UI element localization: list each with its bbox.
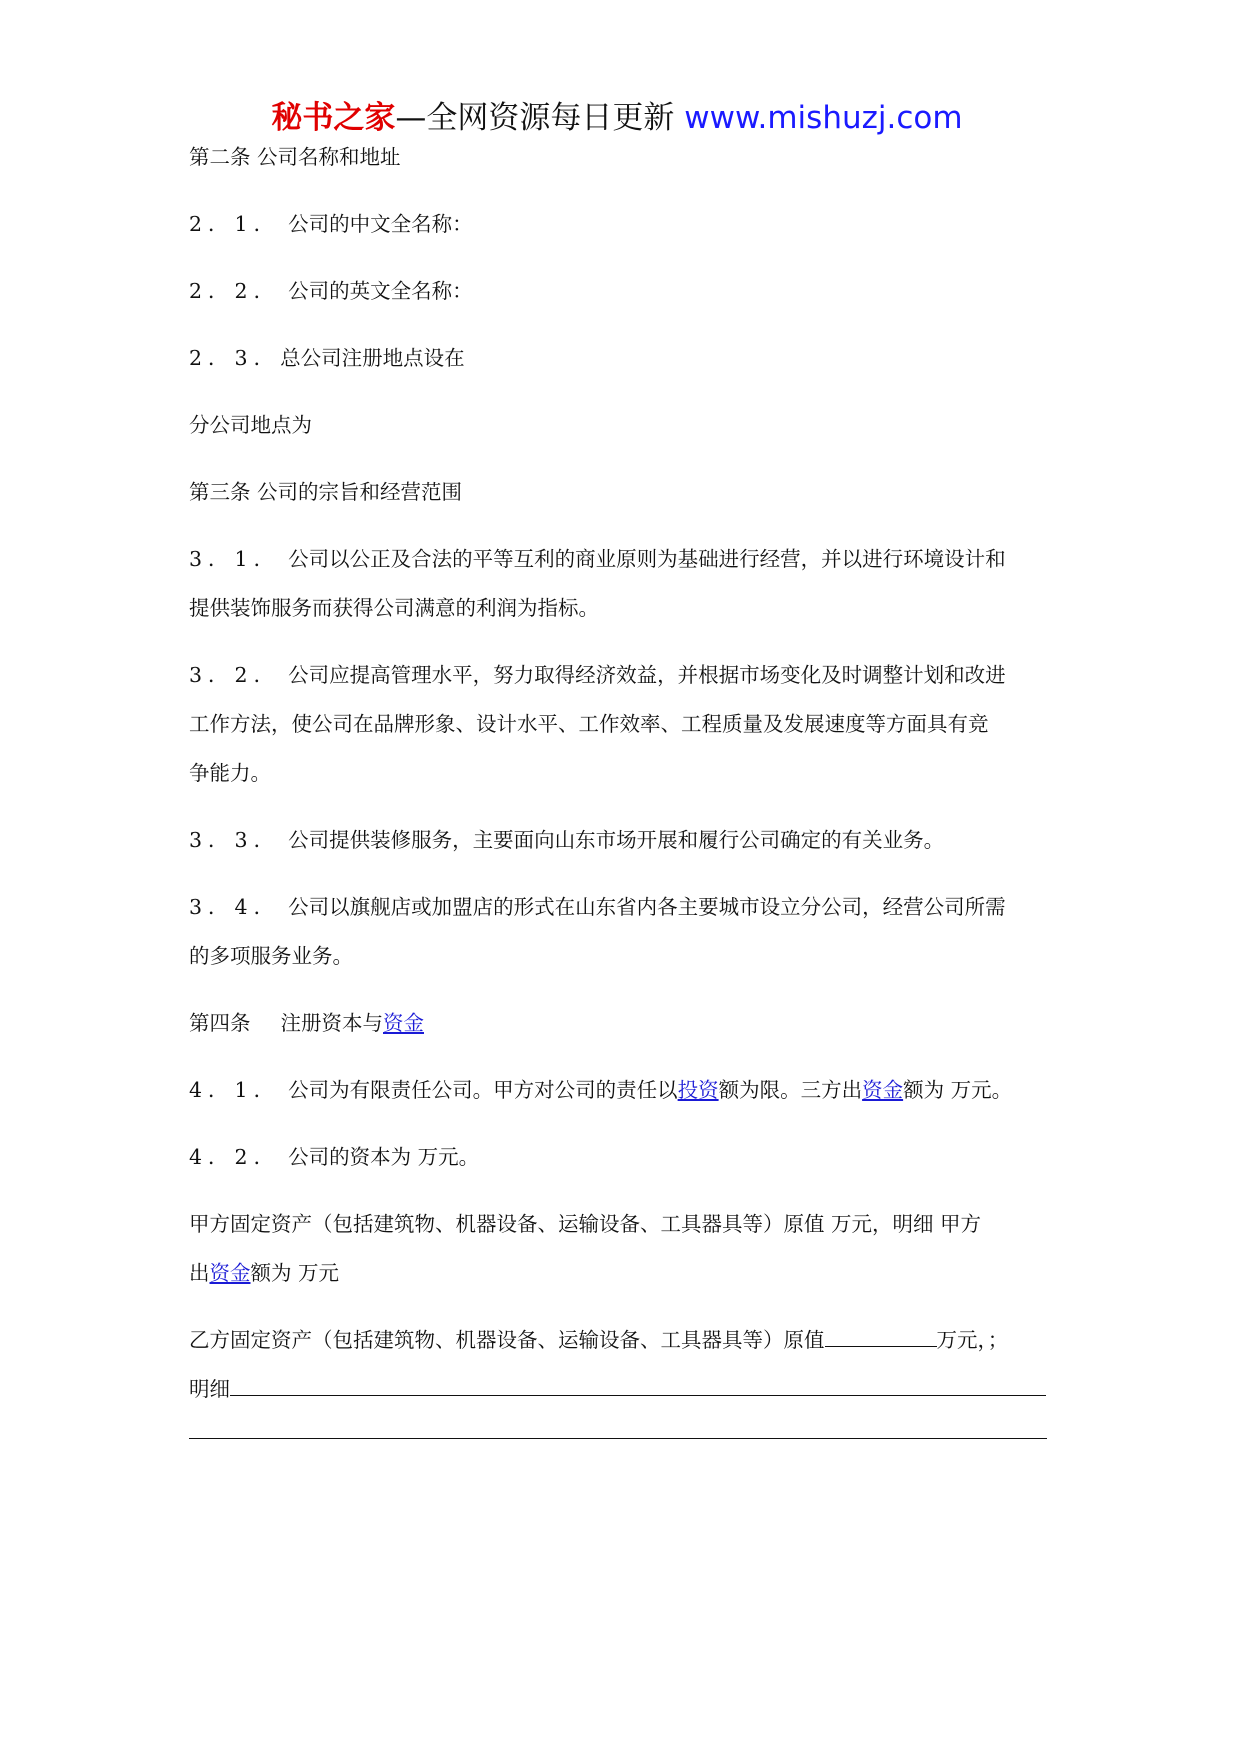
clause-text: 公司以公正及合法的平等互利的商业原则为基础进行经营，并以进行环境设计和 <box>288 547 1006 571</box>
clause-text: 公司应提高管理水平，努力取得经济效益，并根据市场变化及时调整计划和改进 <box>288 663 1006 687</box>
clause-text: 公司的英文全名称： <box>288 279 473 303</box>
clause-3-2-cont-2: 争能力。 <box>189 761 271 785</box>
clause-text: 公司的资本为 万元。 <box>288 1145 480 1169</box>
article-4-text: 注册资本与 <box>280 1011 383 1035</box>
clause-3-1-cont: 提供装饰服务而获得公司满意的利润为指标。 <box>189 596 599 620</box>
party-a-assets-cont <box>189 1259 339 1287</box>
clause-3-4-cont: 的多项服务业务。 <box>189 944 353 968</box>
page-header <box>0 98 1234 138</box>
clause-3-4 <box>189 893 1006 921</box>
header-tagline: —全网资源每日更新 <box>395 100 685 136</box>
clause-number: 3．4． <box>189 895 281 919</box>
clause-3-3 <box>189 826 944 854</box>
clause-4-2 <box>189 1143 479 1171</box>
clause-number: 3．2． <box>189 663 281 687</box>
clause-text: 公司提供装修服务，主要面向山东市场开展和履行公司确定的有关业务。 <box>288 828 945 852</box>
clause-2-2 <box>189 277 473 305</box>
clause-text: 公司为有限责任公司。甲方对公司的责任以 <box>288 1078 678 1102</box>
party-a-text: 额为 万元 <box>250 1261 340 1285</box>
party-b-details <box>189 1375 1046 1403</box>
clause-2-1 <box>189 210 473 238</box>
clause-3-1 <box>189 545 1006 573</box>
clause-text: 额为 万元。 <box>903 1078 1013 1102</box>
clause-text: 公司的中文全名称： <box>288 212 473 236</box>
clause-text: 额为限。三方出 <box>718 1078 863 1102</box>
funds-link[interactable]: 资金 <box>209 1261 251 1285</box>
clause-number: 2．3． <box>189 346 281 370</box>
blank-fill-line <box>189 1438 1047 1439</box>
article-3-title: 第三条 公司的宗旨和经营范围 <box>189 480 463 504</box>
party-a-assets: 甲方固定资产（包括建筑物、机器设备、运输设备、工具器具等）原值 万元，明细 甲方 <box>189 1212 982 1236</box>
blank-fill-line <box>825 1326 937 1347</box>
article-4-prefix: 第四条 <box>189 1011 251 1035</box>
party-b-details-label: 明细 <box>189 1377 230 1401</box>
party-b-assets <box>189 1326 1008 1354</box>
clause-text: 公司以旗舰店或加盟店的形式在山东省内各主要城市设立分公司，经营公司所需 <box>288 895 1006 919</box>
article-4-title <box>189 1009 424 1037</box>
clause-number: 4．2． <box>189 1145 281 1169</box>
party-a-text: 出 <box>189 1261 210 1285</box>
clause-3-2 <box>189 661 1006 689</box>
clause-number: 2．1． <box>189 212 281 236</box>
header-brand: 秘书之家 <box>271 100 396 136</box>
clause-number: 3．3． <box>189 828 281 852</box>
clause-text: 总公司注册地点设在 <box>280 346 465 370</box>
clause-number: 3．1． <box>189 547 281 571</box>
clause-2-3 <box>189 344 465 372</box>
article-2-title: 第二条 公司名称和地址 <box>189 145 401 169</box>
blank-fill-line <box>230 1375 1046 1396</box>
funds-link[interactable]: 资金 <box>383 1011 424 1035</box>
clause-3-2-cont-1: 工作方法，使公司在品牌形象、设计水平、工作效率、工程质量及发展速度等方面具有竞 <box>189 712 989 736</box>
investment-link[interactable]: 投资 <box>677 1078 719 1102</box>
header-url-link[interactable]: www.mishuzj.com <box>684 100 963 136</box>
clause-number: 2．2． <box>189 279 281 303</box>
funds-link[interactable]: 资金 <box>862 1078 904 1102</box>
party-b-text: 乙方固定资产（包括建筑物、机器设备、运输设备、工具器具等）原值 <box>189 1328 825 1352</box>
party-b-text: 万元，； <box>936 1328 1009 1352</box>
branch-address: 分公司地点为 <box>189 413 312 437</box>
clause-number: 4．1． <box>189 1078 281 1102</box>
clause-4-1 <box>189 1076 1012 1104</box>
